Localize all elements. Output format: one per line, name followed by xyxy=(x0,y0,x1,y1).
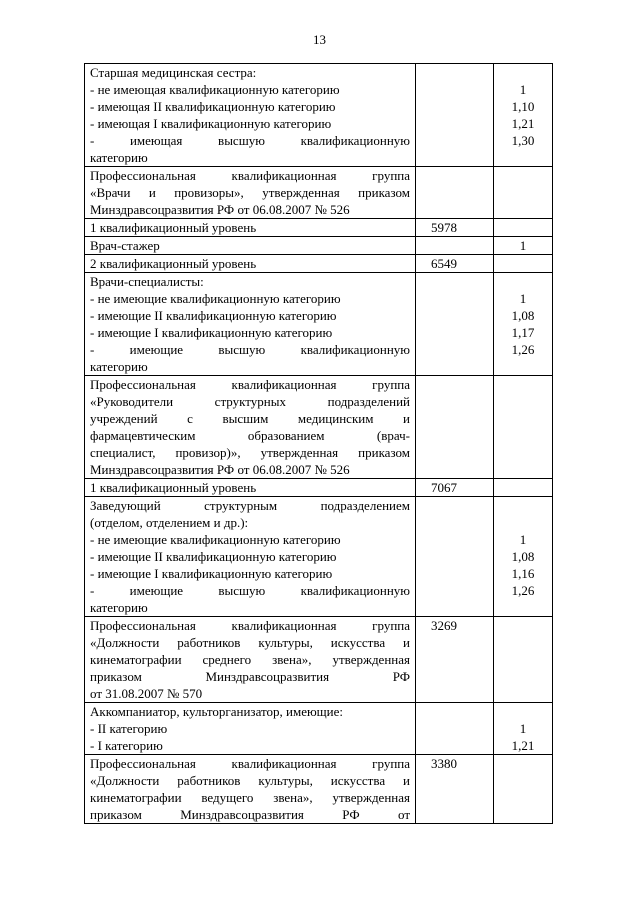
position-text-line: специалист, провизор)», утвержденная приказом xyxy=(90,445,410,460)
coefficient-cell xyxy=(494,376,553,479)
coefficient-cell xyxy=(494,167,553,219)
position-text-line: «Руководители структурных подразделений xyxy=(90,394,410,409)
position-text-line: - не имеющие квалификационную категорию xyxy=(90,532,341,547)
position-text-line: - I категорию xyxy=(90,738,163,753)
coefficient-value: 1,16 xyxy=(511,566,535,581)
position-text-line: Заведующий структурным подразделением xyxy=(90,498,410,513)
position-cell xyxy=(85,237,416,255)
position-cell xyxy=(85,219,416,237)
position-cell xyxy=(85,376,416,479)
table-row xyxy=(85,219,553,237)
salary-value: 6549 xyxy=(431,256,457,271)
coefficient-cell xyxy=(494,237,553,255)
position-cell xyxy=(85,273,416,376)
position-text-line: - имеющие I квалификационную категорию xyxy=(90,325,333,340)
coefficient-cell xyxy=(494,479,553,497)
salary-value: 5978 xyxy=(431,220,457,235)
coefficient-value xyxy=(499,497,547,514)
coefficient-value: 1,08 xyxy=(511,549,535,564)
position-text-line: категорию xyxy=(90,150,148,165)
salary-cell xyxy=(416,703,494,755)
position-text-line: - имеющие высшую квалификационную xyxy=(90,342,410,357)
table-row xyxy=(85,703,553,755)
tariff-table xyxy=(84,63,553,824)
coefficient-value xyxy=(499,703,547,720)
position-text-line: «Должности работников культуры, искусства и xyxy=(90,773,410,788)
coefficient-cell xyxy=(494,703,553,755)
salary-value: 3269 xyxy=(431,618,457,633)
salary-cell xyxy=(416,167,494,219)
position-text-line: от 31.08.2007 № 570 xyxy=(90,686,203,701)
coefficient-value xyxy=(499,273,547,290)
position-text-line: - имеющие II квалификационную категорию xyxy=(90,549,337,564)
position-text-line: Профессиональная квалификационная группа xyxy=(90,618,410,633)
coefficient-value: 1,08 xyxy=(511,308,535,323)
position-text-line: приказом Минздравсоцразвития РФ xyxy=(90,669,410,684)
position-text-line: - имеющая высшую квалификационную xyxy=(90,133,410,148)
position-cell xyxy=(85,255,416,273)
salary-cell xyxy=(416,255,494,273)
salary-cell xyxy=(416,497,494,617)
coefficient-value: 1,17 xyxy=(511,325,535,340)
coefficient-value: 1,21 xyxy=(511,116,535,131)
position-text-line: Старшая медицинская сестра: xyxy=(90,65,257,80)
table-row xyxy=(85,255,553,273)
table-row xyxy=(85,755,553,824)
position-text-line: - имеющие I квалификационную категорию xyxy=(90,566,333,581)
coefficient-value: 1 xyxy=(519,82,527,97)
table-row xyxy=(85,237,553,255)
position-text-line: Минздравсоцразвития РФ от 06.08.2007 № 526 xyxy=(90,202,350,217)
position-cell xyxy=(85,479,416,497)
coefficient-value: 1,26 xyxy=(511,583,535,598)
position-text-line: «Должности работников культуры, искусства и xyxy=(90,635,410,650)
position-text-line: «Врачи и провизоры», утвержденная приказом xyxy=(90,185,410,200)
coefficient-cell xyxy=(494,219,553,237)
position-text-line: Профессиональная квалификационная группа xyxy=(90,756,410,771)
coefficient-value xyxy=(499,64,547,81)
position-text-line: приказом Минздравсоцразвития РФ от xyxy=(90,807,410,822)
salary-cell xyxy=(416,479,494,497)
position-text-line: категорию xyxy=(90,600,148,615)
coefficient-value: 1,30 xyxy=(511,133,535,148)
coefficient-value: 1 xyxy=(519,291,527,306)
coefficient-value: 1 xyxy=(519,532,527,547)
position-text-line: - II категорию xyxy=(90,721,168,736)
salary-cell xyxy=(416,376,494,479)
coefficient-cell xyxy=(494,64,553,167)
position-cell xyxy=(85,617,416,703)
table-row xyxy=(85,64,553,167)
position-cell xyxy=(85,167,416,219)
salary-value: 7067 xyxy=(431,480,457,495)
position-text-line: Аккомпаниатор, культорганизатор, имеющие: xyxy=(90,704,344,719)
position-text-line: учреждений с высшим медицинским и xyxy=(90,411,410,426)
table-row xyxy=(85,479,553,497)
coefficient-value: 1,21 xyxy=(511,738,535,753)
salary-cell xyxy=(416,617,494,703)
position-text-line: Профессиональная квалификационная группа xyxy=(90,168,410,183)
position-text-line: - имеющая I квалификационную категорию xyxy=(90,116,332,131)
position-text-line: (отделом, отделением и др.): xyxy=(90,515,249,530)
table-row xyxy=(85,273,553,376)
salary-cell xyxy=(416,755,494,824)
coefficient-value: 1 xyxy=(519,238,527,253)
position-text-line: - имеющие высшую квалификационную xyxy=(90,583,410,598)
position-text-line: - не имеющие квалификационную категорию xyxy=(90,291,341,306)
coefficient-value: 1,26 xyxy=(511,342,535,357)
coefficient-cell xyxy=(494,755,553,824)
salary-cell xyxy=(416,273,494,376)
table-row xyxy=(85,376,553,479)
coefficient-value xyxy=(499,514,547,531)
table-row xyxy=(85,167,553,219)
position-text-line: Врачи-специалисты: xyxy=(90,274,204,289)
position-text-line: категорию xyxy=(90,359,148,374)
position-text-line: фармацевтическим образованием (врач- xyxy=(90,428,410,443)
position-cell xyxy=(85,64,416,167)
position-text-line: Врач-стажер xyxy=(90,238,160,253)
position-cell xyxy=(85,703,416,755)
table-row xyxy=(85,617,553,703)
position-cell xyxy=(85,497,416,617)
position-cell xyxy=(85,755,416,824)
position-text-line: - имеющая II квалификационную категорию xyxy=(90,99,336,114)
position-text-line: 2 квалификационный уровень xyxy=(90,256,257,271)
position-text-line: кинематографии среднего звена», утвержденная xyxy=(90,652,410,667)
coefficient-cell xyxy=(494,617,553,703)
position-text-line: - имеющие II квалификационную категорию xyxy=(90,308,337,323)
salary-cell xyxy=(416,219,494,237)
coefficient-cell xyxy=(494,273,553,376)
position-text-line: кинематографии ведущего звена», утвержденная xyxy=(90,790,410,805)
salary-cell xyxy=(416,64,494,167)
coefficient-cell xyxy=(494,255,553,273)
position-text-line: Минздравсоцразвития РФ от 06.08.2007 № 526 xyxy=(90,462,350,477)
position-text-line: 1 квалификационный уровень xyxy=(90,480,257,495)
salary-cell xyxy=(416,237,494,255)
position-text-line: Профессиональная квалификационная группа xyxy=(90,377,410,392)
salary-value: 3380 xyxy=(431,756,457,771)
coefficient-cell xyxy=(494,497,553,617)
position-text-line: 1 квалификационный уровень xyxy=(90,220,257,235)
table-row xyxy=(85,497,553,617)
coefficient-value: 1 xyxy=(519,721,527,736)
coefficient-value: 1,10 xyxy=(511,99,535,114)
page-number: 13 xyxy=(313,32,326,47)
position-text-line: - не имеющая квалификационную категорию xyxy=(90,82,340,97)
